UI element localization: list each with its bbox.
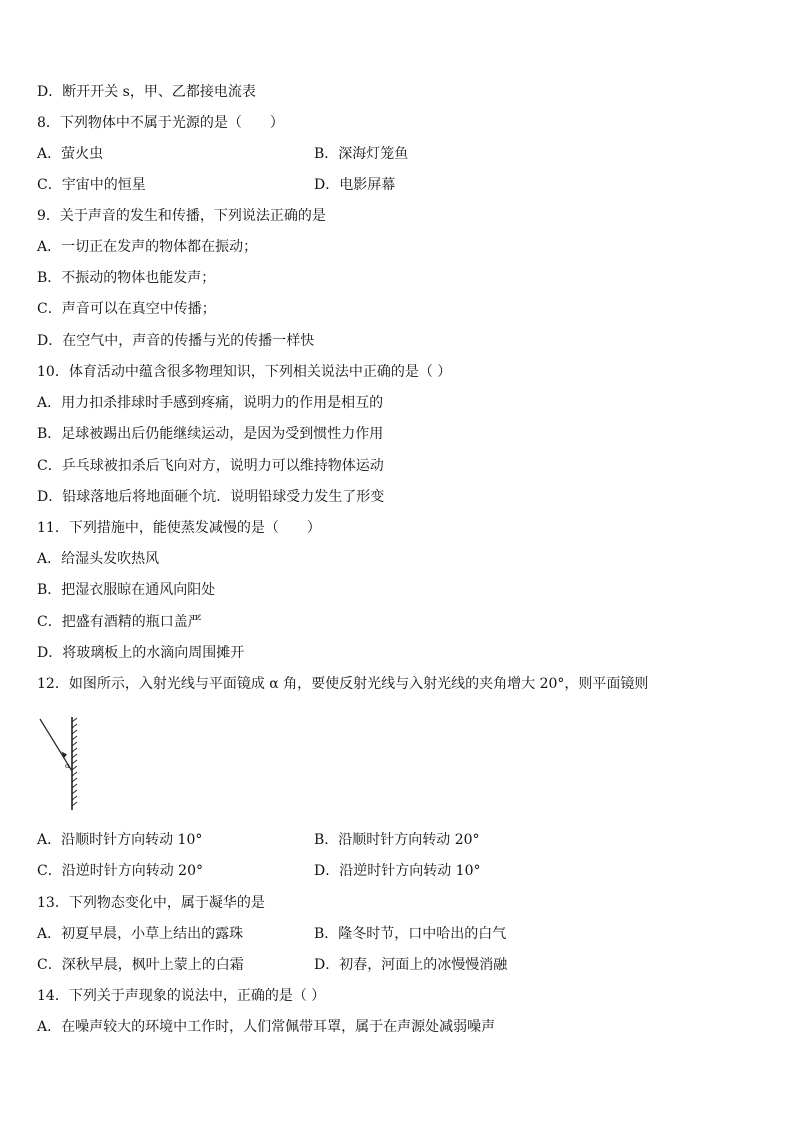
question-13-option-b: B．隆冬时节，口中哈出的白气: [314, 926, 507, 942]
question-7-option-d: D．断开开关 s，甲、乙都接电流表: [37, 84, 256, 100]
question-13-option-a: A．初夏早晨，小草上结出的露珠: [37, 926, 244, 942]
question-8-option-a: A．萤火虫: [37, 146, 104, 162]
question-9-stem: 9．关于声音的发生和传播，下列说法正确的是: [37, 208, 326, 224]
question-10-option-a: A．用力扣杀排球时手感到疼痛，说明力的作用是相互的: [37, 395, 384, 411]
question-11-option-c: C．把盛有酒精的瓶口盖严: [37, 614, 202, 630]
question-10-stem: 10．体育活动中蕴含很多物理知识，下列相关说法中正确的是（ ）: [37, 364, 452, 380]
angle-alpha-label: α: [65, 762, 70, 770]
question-8-stem: 8．下列物体中不属于光源的是（ ）: [37, 115, 284, 131]
question-9-option-b: B．不振动的物体也能发声；: [37, 270, 216, 286]
question-12-option-a: A．沿顺时针方向转动 10°: [37, 832, 203, 848]
question-11-option-d: D．将玻璃板上的水滴向周围摊开: [37, 645, 245, 661]
question-12-option-c: C．沿逆时针方向转动 20°: [37, 863, 203, 879]
question-10-option-c: C．乒乓球被扣杀后飞向对方，说明力可以维持物体运动: [37, 458, 384, 474]
question-13-option-d: D．初春，河面上的冰慢慢消融: [314, 957, 508, 973]
question-14-option-a: A．在噪声较大的环境中工作时，人们常佩带耳罩，属于在声源处减弱噪声: [37, 1019, 496, 1035]
question-12-option-d: D．沿逆时针方向转动 10°: [314, 863, 481, 879]
question-13-option-c: C．深秋早晨，枫叶上蒙上的白霜: [37, 957, 244, 973]
mirror-figure: [36, 714, 86, 814]
question-12-option-b: B．沿顺时针方向转动 20°: [314, 832, 480, 848]
question-11-option-b: B．把湿衣服晾在通风向阳处: [37, 582, 216, 598]
mirror-diagram: [36, 714, 86, 814]
question-8-option-d: D．电影屏幕: [314, 177, 396, 193]
question-8-option-b: B．深海灯笼鱼: [314, 146, 409, 162]
question-11-stem: 11．下列措施中，能使蒸发减慢的是（ ）: [37, 520, 321, 536]
question-9-option-a: A．一切正在发声的物体都在振动；: [37, 239, 258, 255]
question-9-option-d: D．在空气中，声音的传播与光的传播一样快: [37, 333, 315, 349]
question-10-option-d: D．铅球落地后将地面砸个坑．说明铅球受力发生了形变: [37, 489, 385, 505]
question-14-stem: 14．下列关于声现象的说法中，正确的是（ ）: [37, 988, 326, 1004]
question-11-option-a: A．给湿头发吹热风: [37, 551, 160, 567]
question-12-stem: 12．如图所示，入射光线与平面镜成 α 角，要使反射光线与入射光线的夹角增大 20°，则平面镜则: [37, 676, 649, 692]
question-10-option-b: B．足球被踢出后仍能继续运动，是因为受到惯性力作用: [37, 426, 384, 442]
question-8-option-c: C．宇宙中的恒星: [37, 177, 146, 193]
question-13-stem: 13．下列物态变化中，属于凝华的是: [37, 895, 265, 911]
question-9-option-c: C．声音可以在真空中传播；: [37, 301, 216, 317]
